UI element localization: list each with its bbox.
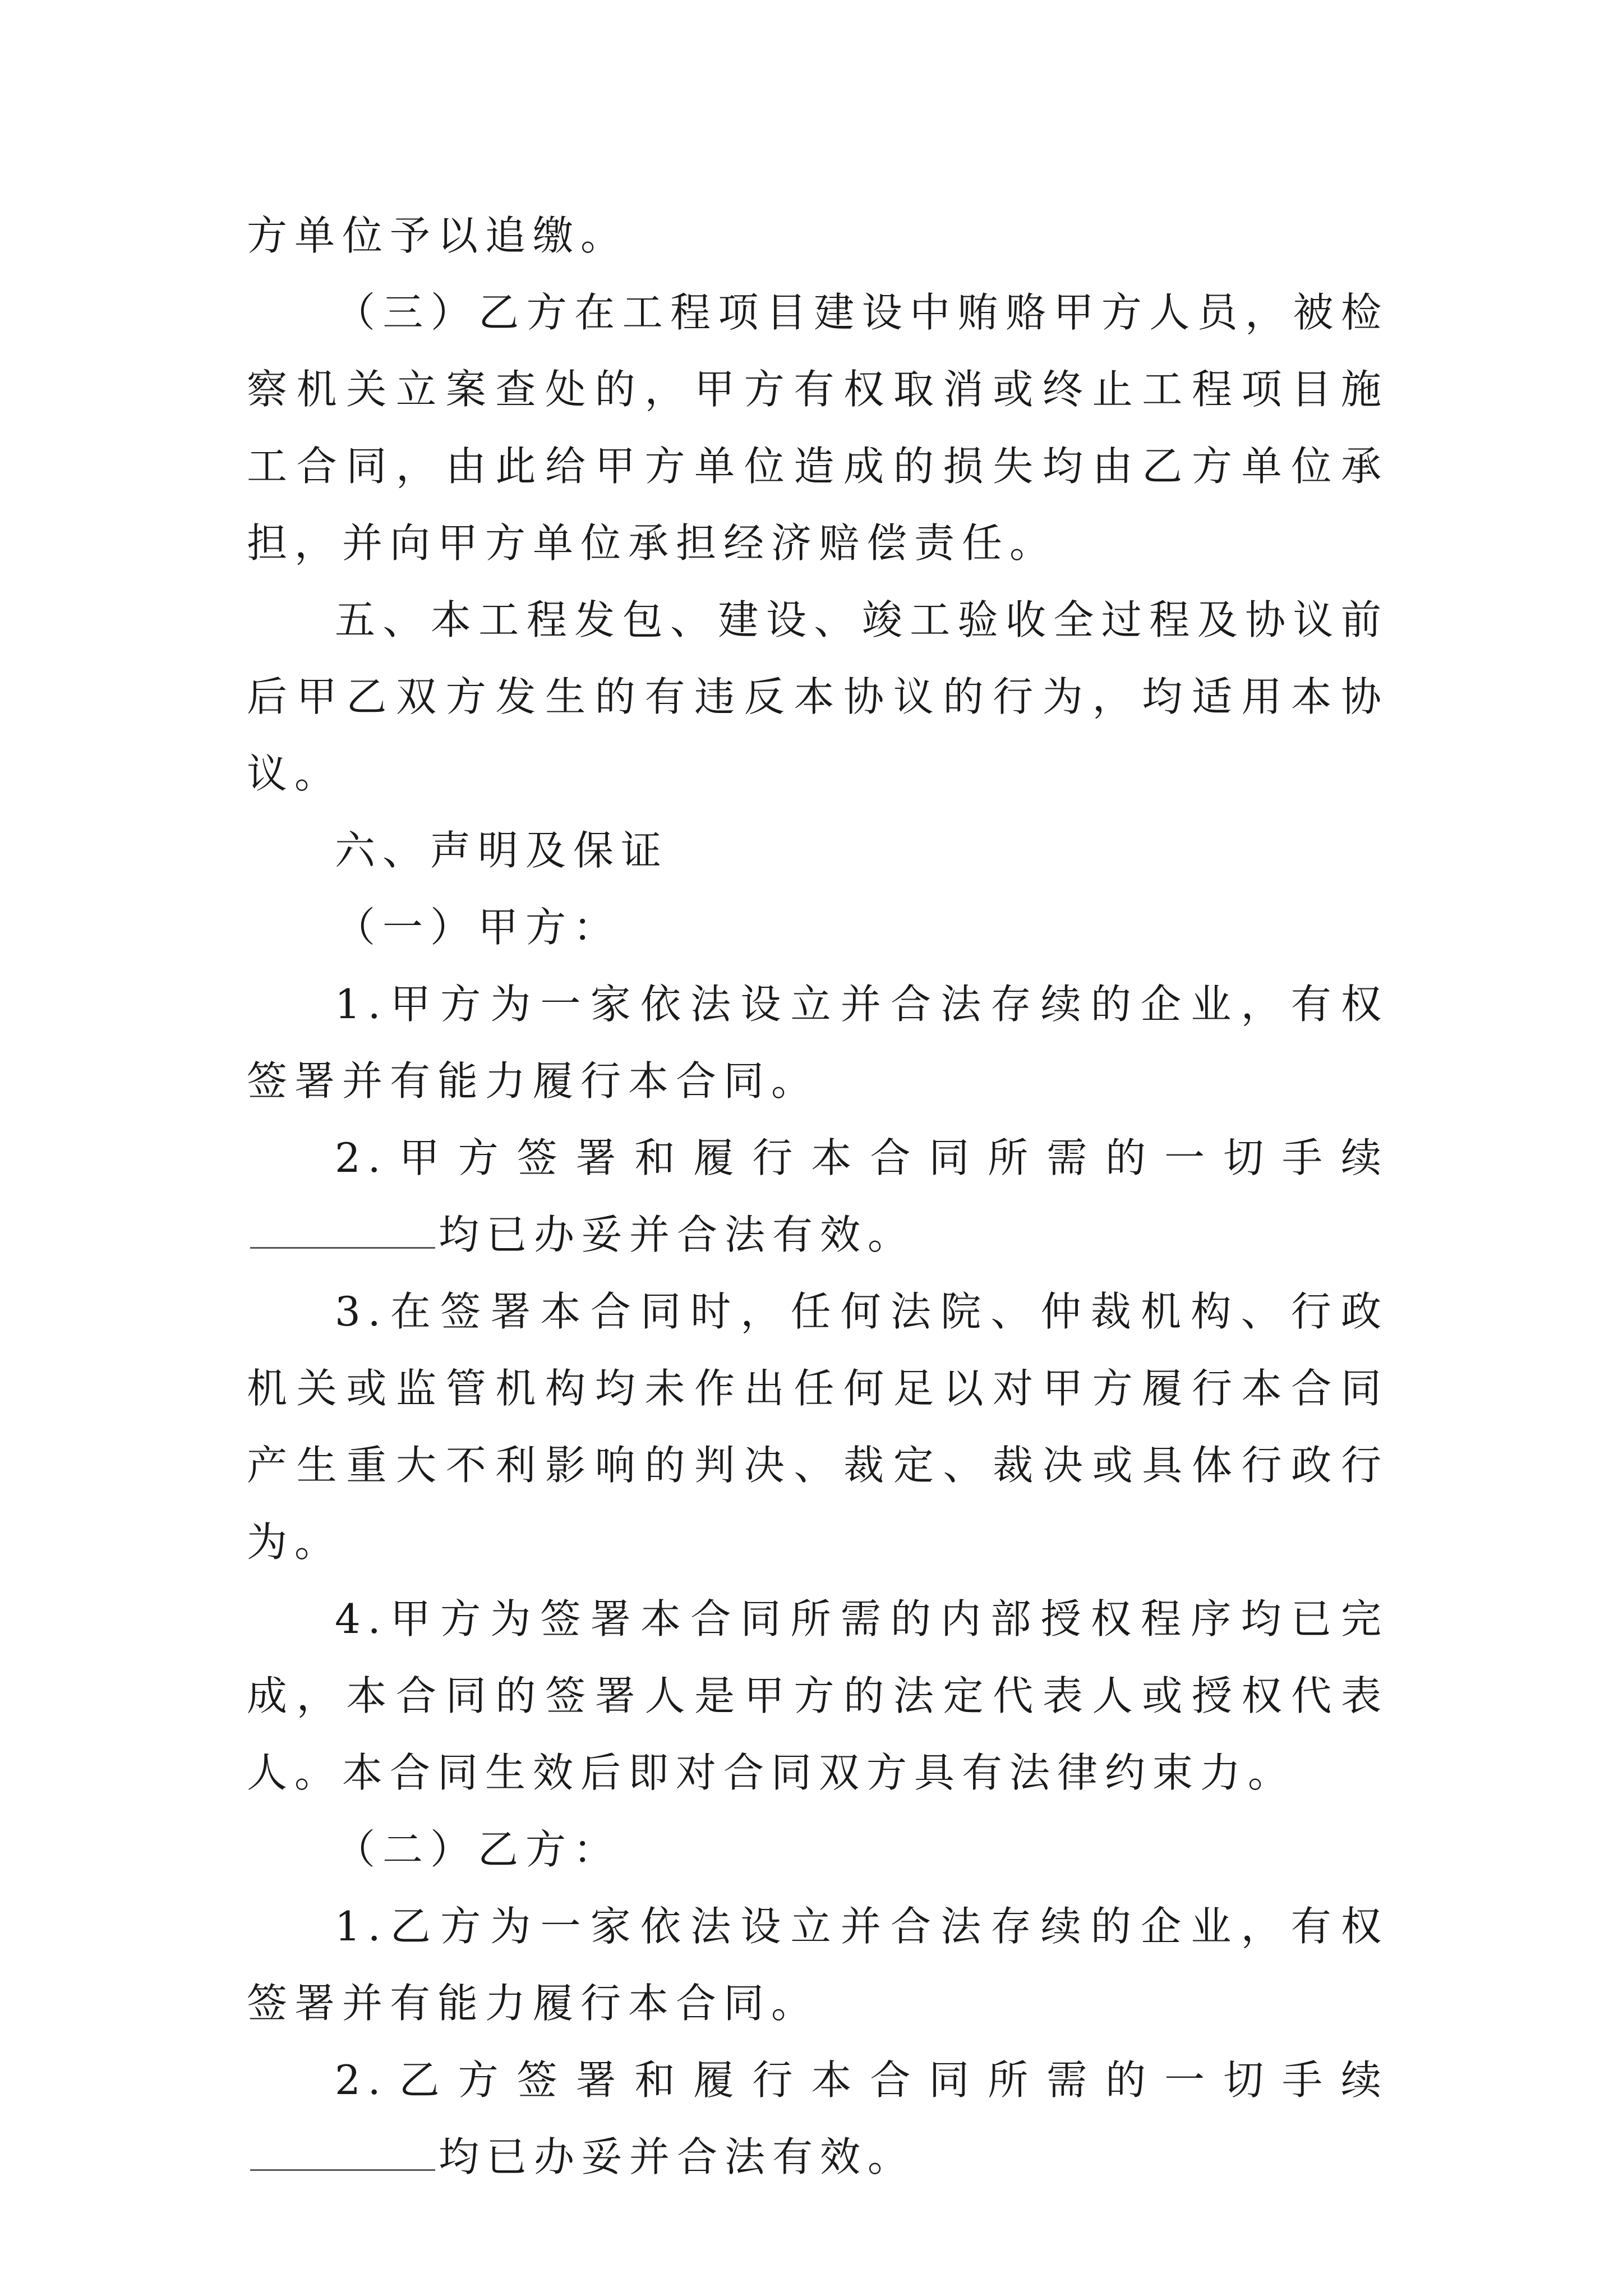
heading-party-a: （一）甲方：	[335, 904, 621, 951]
fill-in-blank	[250, 2136, 435, 2171]
party-a-item-2-before: 2.甲方签署和履行本合同所需的一切手续	[335, 1134, 1389, 1181]
party-b-item-2-before: 2.乙方签署和履行本合同所需的一切手续	[335, 2056, 1389, 2104]
paragraph-continuation: 方单位予以追缴。	[247, 212, 629, 259]
paragraph-section-5: 五、本工程发包、建设、竣工验收全过程及协议前后甲乙双方发生的有违反本协议的行为，均适用本协议。	[247, 596, 1389, 797]
party-b-item-2-after: 均已办妥并合法有效。	[439, 2133, 916, 2180]
party-a-item-4: 4.甲方为签署本合同所需的内部授权程序均已完成，本合同的签署人是甲方的法定代表人或授权代表人。本合同生效后即对合同双方具有法律约束力。	[247, 1595, 1389, 1796]
fill-in-blank	[250, 1213, 435, 1249]
party-a-item-3: 3.在签署本合同时，任何法院、仲裁机构、行政机关或监管机构均未作出任何足以对甲方履行本合同产生重大不利影响的判决、裁定、裁决或具体行政行为。	[247, 1288, 1389, 1566]
party-b-item-2	[247, 2042, 1389, 2196]
party-a-item-2-after: 均已办妥并合法有效。	[439, 1211, 916, 1258]
heading-party-b: （二）乙方：	[335, 1826, 621, 1873]
heading-section-6: 六、声明及保证	[335, 827, 669, 874]
party-a-item-2	[247, 1120, 1389, 1273]
party-a-item-1: 1.甲方为一家依法设立并合法存续的企业，有权签署并有能力履行本合同。	[247, 981, 1389, 1105]
party-b-item-1: 1.乙方为一家依法设立并合法存续的企业，有权签署并有能力履行本合同。	[247, 1903, 1389, 2027]
paragraph-clause-3: （三）乙方在工程项目建设中贿赂甲方人员，被检察机关立案查处的，甲方有权取消或终止工程项目施工合同，由此给甲方单位造成的损失均由乙方单位承担，并向甲方单位承担经济赔偿责任。	[247, 289, 1389, 567]
document-body	[247, 197, 1389, 2196]
